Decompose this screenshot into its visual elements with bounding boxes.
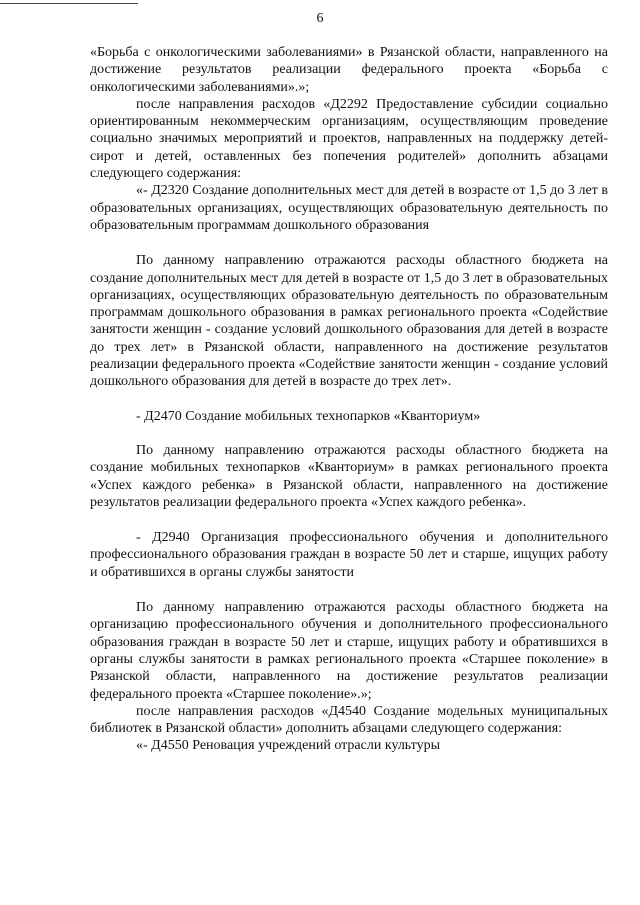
paragraph-oncology-continuation: «Борьба с онкологическими заболеваниями» в Рязанской области, направленного на достижение результатов реализации федерального проекта «Борьба с онкологическими заболеваниями».»; [90, 45, 608, 95]
heading-d2320: «- Д2320 Создание дополнительных мест для детей в возрасте от 1,5 до 3 лет в образовательных организациях, осуществляющих образовательную деятельность по образовательным программам дошкольного образования [90, 183, 608, 233]
heading-d2470: - Д2470 Создание мобильных технопарков «Кванториум» [136, 408, 481, 424]
document-body [90, 44, 608, 755]
paragraph-after-d4540: после направления расходов «Д4540 Создание модельных муниципальных библиотек в Рязанской области» дополнить абзацами следующего содержания: [90, 703, 608, 737]
heading-d2940: - Д2940 Организация профессионального обучения и дополнительного профессионального образования граждан в возрасте 50 лет и старше, ищущих работу и обратившихся в органы службы занятости [90, 530, 608, 580]
paragraph-d2320-description: По данному направлению отражаются расходы областного бюджета на создание дополнительных мест для детей в возрасте от 1,5 до 3 лет в образовательных организациях, осуществляющих образовательную деятельность по образовательным программам дошкольного образования в рамках регионального проекта «Содействие занятости женщин - создание условий дошкольного образования для детей в возрасте до трех лет» в Рязанской области, направленного на достижение результатов реализации федерального проекта «Содействие занятости женщин - создание условий дошкольного образования для детей в возрасте до трех лет». [90, 253, 608, 390]
paragraph-d2470-description: По данному направлению отражаются расходы областного бюджета на создание мобильных технопарков «Кванториум» в рамках регионального проекта «Успех каждого ребенка» в Рязанской области, направленного на достижение результатов реализации федерального проекта «Успех каждого ребенка». [90, 442, 608, 510]
page-number: 6 [316, 11, 324, 26]
header-rule [0, 3, 138, 4]
paragraph-after-d2292: после направления расходов «Д2292 Предоставление субсидии социально ориентированным некоммерческим организациям, осуществляющим проведение социально значимых мероприятий и проектов, направленных на поддержку детей-сирот и детей, оставленных без попечения родителей» дополнить абзацами следующего содержания: [90, 96, 608, 182]
heading-d4550: «- Д4550 Реновация учреждений отрасли культуры [136, 738, 441, 754]
paragraph-d2940-description: По данному направлению отражаются расходы областного бюджета на организацию профессионального обучения и дополнительного профессионального образования граждан в возрасте 50 лет и старше, ищущих работу и обратившихся в органы службы занятости в рамках регионального проекта «Старшее поколение» в Рязанской области, направленного на достижение результатов реализации федерального проекта «Старшее поколение».»; [90, 600, 608, 702]
